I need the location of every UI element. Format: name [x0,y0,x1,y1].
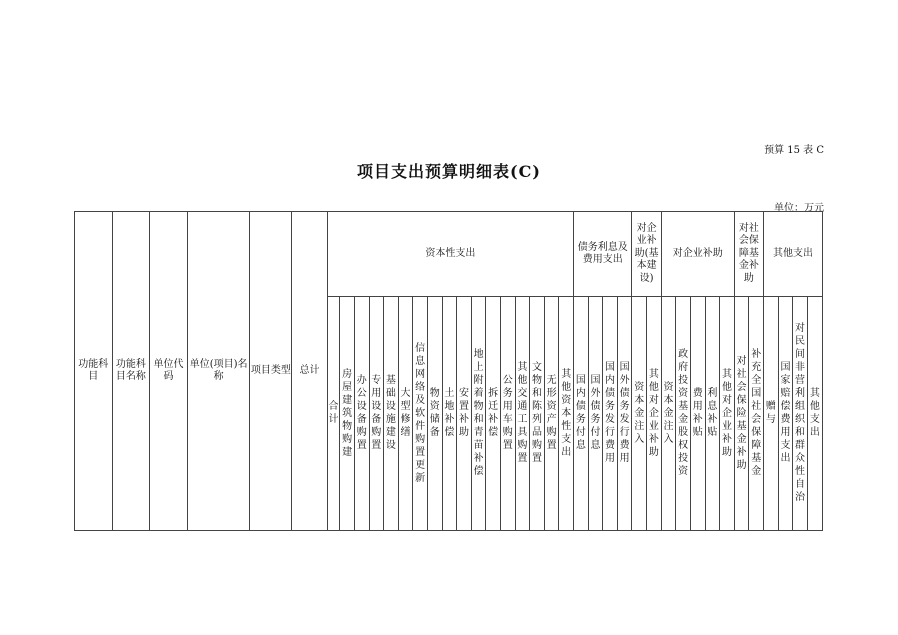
sub-interest-subsidy: 利息补贴 [705,297,720,531]
sub-crop-compensation: 地上附着物和青苗补偿 [471,297,486,531]
header-row-groups [75,212,823,297]
sub-building-construction: 房屋建筑物购建 [340,297,355,531]
sub-gov-fund-equity: 政府投资基金股权投资 [676,297,691,531]
col-project-type: 项目类型 [250,212,292,531]
sub-national-security-fund: 补充全国社会保障基金 [749,297,764,531]
col-total: 总计 [292,212,328,531]
group-enterprise-subsidy-construction: 对企业补助(基本建设) [632,212,661,297]
col-function-code: 功能科目 [75,212,113,531]
sub-nonprofit-grants: 对民间非营利组织和群众性自治 [793,297,808,531]
sub-special-equipment: 专用设备购置 [369,297,384,531]
sub-other-capital: 其他资本性支出 [559,297,574,531]
sub-land-compensation: 土地补偿 [442,297,457,531]
sub-capital-injection-construction: 资本金注入 [632,297,647,531]
sub-other-vehicles: 其他交通工具购置 [515,297,530,531]
group-enterprise-subsidy: 对企业补助 [661,212,734,297]
sub-major-repairs: 大型修缮 [398,297,413,531]
group-capital-expenditure: 资本性支出 [327,212,573,297]
group-other-expenditure: 其他支出 [764,212,823,297]
col-function-name: 功能科目名称 [112,212,150,531]
page-title: 项目支出预算明细表(C) [357,162,541,181]
unit-label: 单位：万元 [774,203,824,214]
sub-donation: 赠与 [764,297,779,531]
sub-foreign-interest: 国外债务付息 [588,297,603,531]
sub-it-software: 信息网络及软件购置更新 [413,297,428,531]
table-number-label: 预算 15 表 C [764,145,824,156]
sub-intangible-assets: 无形资产购置 [544,297,559,531]
col-unit-project-name: 单位(项目)名称 [187,212,250,531]
sub-capital-injection: 资本金注入 [661,297,676,531]
sub-cultural-relics: 文物和陈列品购置 [530,297,545,531]
sub-resettlement: 安置补助 [457,297,472,531]
group-social-security-fund: 对社会保障基金补助 [734,212,763,297]
sub-other-enterprise-subsidy-construction: 其他对企业补助 [647,297,662,531]
sub-other-expenditure: 其他支出 [807,297,822,531]
group-debt-interest: 债务利息及费用支出 [574,212,632,297]
sub-domestic-interest: 国内债务付息 [574,297,589,531]
sub-domestic-issuance: 国内债务发行费用 [603,297,618,531]
sub-capital-total: 合计 [327,297,340,531]
sub-material-reserve: 物资储备 [427,297,442,531]
sub-office-equipment: 办公设备购置 [354,297,369,531]
col-unit-code: 单位代码 [150,212,188,531]
sub-demolition: 拆迁补偿 [486,297,501,531]
sub-official-vehicles: 公务用车购置 [500,297,515,531]
sub-expense-subsidy: 费用补贴 [690,297,705,531]
sub-infrastructure: 基础设施建设 [384,297,399,531]
sub-state-compensation: 国家赔偿费用支出 [778,297,793,531]
sub-social-insurance-fund: 对社会保险基金补助 [734,297,749,531]
sub-foreign-issuance: 国外债务发行费用 [617,297,632,531]
budget-table [74,211,823,531]
sub-other-enterprise-subsidy: 其他对企业补助 [720,297,735,531]
